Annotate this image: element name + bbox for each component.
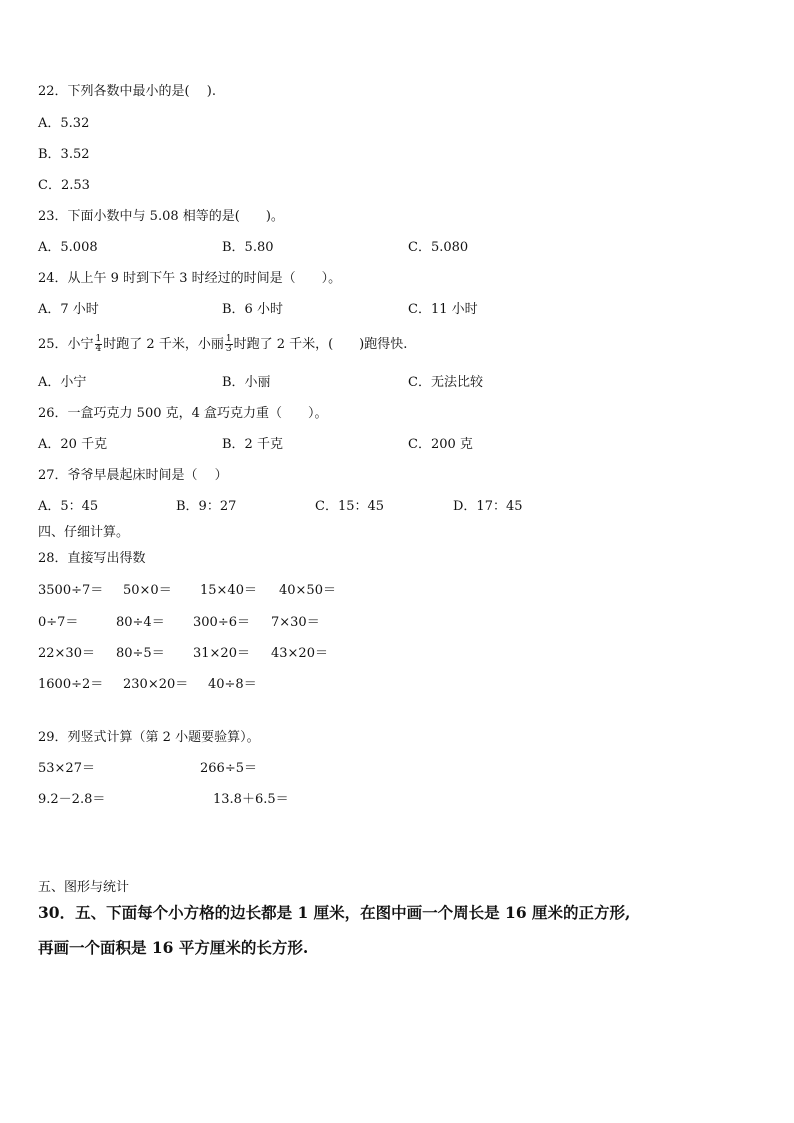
q29-item: 266÷5＝ — [200, 761, 257, 776]
q27-option-d: D．17：45 — [453, 499, 523, 514]
question-26-stem: 26．一盒巧克力 500 克，4 盒巧克力重（ ）。 — [38, 406, 328, 421]
section-5-heading: 五、图形与统计 — [38, 880, 130, 895]
fraction-numerator: 1 — [95, 334, 102, 344]
q26-option-b: B．2 千克 — [222, 437, 283, 452]
q24-option-a: A．7 小时 — [38, 302, 99, 317]
q29-item: 13.8＋6.5＝ — [213, 792, 289, 807]
q25-option-a: A．小宁 — [38, 375, 87, 390]
question-30-line2: 再画一个面积是 16 平方厘米的长方形. — [38, 938, 309, 957]
q28-item: 230×20＝ — [123, 677, 189, 692]
q27-option-b: B．9：27 — [176, 499, 237, 514]
q28-item: 80÷5＝ — [116, 646, 165, 661]
fraction-denominator: 4 — [95, 344, 102, 354]
question-22-stem: 22．下列各数中最小的是( ). — [38, 84, 216, 99]
q28-item: 50×0＝ — [123, 583, 172, 598]
q27-option-a: A．5：45 — [38, 499, 99, 514]
q29-item: 9.2－2.8＝ — [38, 792, 106, 807]
q24-option-c: C．11 小时 — [408, 302, 478, 317]
question-27-stem: 27．爷爷早晨起床时间是（ ） — [38, 468, 228, 483]
q28-item: 22×30＝ — [38, 646, 95, 661]
question-29-stem: 29．列竖式计算（第 2 小题要验算）。 — [38, 730, 260, 745]
q23-option-c: C．5.080 — [408, 240, 469, 255]
fraction-one-quarter — [95, 335, 103, 354]
question-23-stem: 23．下面小数中与 5.08 相等的是( )。 — [38, 209, 284, 224]
q28-item: 80÷4＝ — [116, 615, 165, 630]
q22-option-c: C．2.53 — [38, 178, 90, 193]
q28-item: 7×30＝ — [271, 615, 320, 630]
q26-option-a: A．20 千克 — [38, 437, 108, 452]
q27-option-c: C．15：45 — [315, 499, 385, 514]
q24-option-b: B．6 小时 — [222, 302, 283, 317]
fraction-numerator: 1 — [225, 334, 232, 344]
q25-stem-part3: 时跑了 2 千米，( )跑得快. — [233, 337, 408, 352]
question-24-stem: 24．从上午 9 时到下午 3 时经过的时间是（ ）。 — [38, 271, 342, 286]
question-25-stem — [38, 335, 407, 354]
q28-item: 3500÷7＝ — [38, 583, 104, 598]
question-30-line1: 30．五、下面每个小方格的边长都是 1 厘米，在图中画一个周长是 16 厘米的正方形, — [38, 903, 631, 922]
q28-item: 40×50＝ — [279, 583, 336, 598]
q25-option-b: B．小丽 — [222, 375, 271, 390]
q28-item: 43×20＝ — [271, 646, 328, 661]
section-4-heading: 四、仔细计算。 — [38, 525, 130, 540]
q25-stem-part1: 25．小宁 — [38, 337, 94, 352]
q22-option-a: A．5.32 — [38, 116, 90, 131]
q28-item: 15×40＝ — [200, 583, 257, 598]
q25-option-c: C．无法比较 — [408, 375, 483, 390]
q26-option-c: C．200 克 — [408, 437, 473, 452]
q28-item: 0÷7＝ — [38, 615, 79, 630]
q25-stem-part2: 时跑了 2 千米，小丽 — [103, 337, 224, 352]
q23-option-b: B．5.80 — [222, 240, 274, 255]
fraction-denominator: 3 — [225, 344, 232, 354]
q23-option-a: A．5.008 — [38, 240, 98, 255]
q28-item: 31×20＝ — [193, 646, 250, 661]
q28-item: 1600÷2＝ — [38, 677, 104, 692]
question-28-stem: 28．直接写出得数 — [38, 551, 146, 566]
q29-item: 53×27＝ — [38, 761, 95, 776]
q28-item: 300÷6＝ — [193, 615, 250, 630]
q22-option-b: B．3.52 — [38, 147, 90, 162]
q28-item: 40÷8＝ — [208, 677, 257, 692]
fraction-one-third — [225, 335, 233, 354]
